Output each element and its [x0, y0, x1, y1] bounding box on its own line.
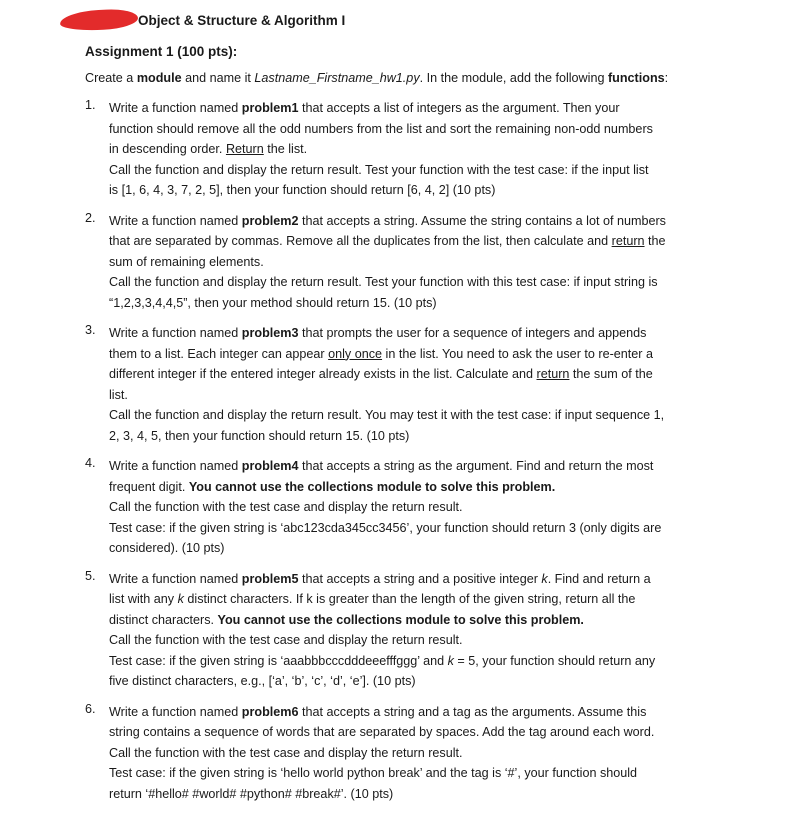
intro-paragraph: Create a module and name it Lastname_Firstname_hw1.py. In the module, add the following functions:: [85, 71, 669, 85]
problem-line: Test case: if the given string is ‘hello world python break’ and the tag is ‘#’, your function should: [109, 766, 638, 780]
problem-item-6: [85, 702, 725, 805]
problem-line: Call the function and display the return result. Test your function with this test case: if input string is: [109, 275, 658, 289]
problem-line: list.: [109, 387, 128, 402]
problem-line: string contains a sequence of words that are separated by spaces. Add the tag around each word.: [109, 725, 655, 739]
problem-line: Write a function named problem3 that prompts the user for a sequence of integers and appends: [109, 326, 647, 340]
problem-line: that are separated by commas. Remove all the duplicates from the list, then calculate and return the: [109, 234, 666, 248]
course-title: Object & Structure & Algorithm I: [138, 13, 346, 28]
item-number: 3.: [85, 323, 96, 337]
item-number: 1.: [85, 98, 96, 112]
problem-line: “1,2,3,3,4,4,5”, then your method should return 15. (10 pts): [109, 295, 437, 310]
problem-line: sum of remaining elements.: [109, 254, 264, 269]
problem-line: frequent digit. You cannot use the collections module to solve this problem.: [109, 479, 556, 494]
problem-line: return ‘#hello# #world# #python# #break#’. (10 pts): [109, 786, 394, 801]
problem-line: Test case: if the given string is ‘aaabbbcccdddeeefffggg’ and k = 5, your function should return any: [109, 653, 656, 668]
problem-line: Write a function named problem6 that accepts a string and a tag as the arguments. Assume this: [109, 704, 647, 719]
problem-line: Write a function named problem1 that accepts a list of integers as the argument. Then your: [109, 101, 620, 115]
problem-line: Call the function and display the return result. You may test it with the test case: if input sequence 1,: [109, 408, 665, 422]
problem-line: considered). (10 pts): [109, 541, 225, 555]
item-number: 5.: [85, 568, 96, 583]
problem-line: 2, 3, 4, 5, then your function should return 15. (10 pts): [109, 428, 410, 443]
problem-line: them to a list. Each integer can appear only once in the list. You need to ask the user to re-enter a: [109, 346, 653, 361]
problem-line: Write a function named problem2 that accepts a string. Assume the string contains a lot of numbers: [109, 213, 666, 228]
problem-line: Call the function with the test case and display the return result.: [109, 633, 463, 647]
problem-line: Call the function with the test case and display the return result.: [109, 500, 463, 514]
problem-item-5: [85, 569, 725, 692]
problem-line: different integer if the entered integer already exists in the list. Calculate and return the sum of the: [109, 367, 653, 381]
problem-line: in descending order. Return the list.: [109, 142, 308, 156]
assignment-title: Assignment 1 (100 pts):: [85, 44, 238, 59]
redacted-name-mark: [60, 8, 139, 32]
problem-line: Call the function and display the return result. Test your function with the test case: if the input list: [109, 162, 649, 177]
problem-line: Call the function with the test case and display the return result.: [109, 745, 463, 760]
problem-item-3: [85, 323, 725, 446]
problem-line: Write a function named problem4 that accepts a string as the argument. Find and return the most: [109, 459, 654, 473]
problem-line: Test case: if the given string is ‘abc123cda345cc3456’, your function should return 3 (only digits are: [109, 520, 662, 535]
problem-item-4: [85, 456, 725, 559]
problem-line: list with any k distinct characters. If k is greater than the length of the given string, return all the: [109, 592, 636, 606]
problem-item-2: [85, 211, 725, 314]
problem-item-1: [85, 98, 725, 201]
problem-line: five distinct characters, e.g., [‘a’, ‘b’, ‘c’, ‘d’, ‘e’]. (10 pts): [109, 674, 416, 688]
problem-line: function should remove all the odd numbers from the list and sort the remaining non-odd numbers: [109, 121, 653, 136]
item-number: 2.: [85, 210, 96, 225]
item-number: 6.: [85, 701, 96, 716]
problem-line: Write a function named problem5 that accepts a string and a positive integer k. Find and return a: [109, 571, 651, 586]
problem-list: [85, 98, 725, 814]
problem-line: is [1, 6, 4, 3, 7, 2, 5], then your function should return [6, 4, 2] (10 pts): [109, 183, 496, 197]
item-number: 4.: [85, 456, 96, 470]
problem-line: distinct characters. You cannot use the collections module to solve this problem.: [109, 612, 584, 627]
